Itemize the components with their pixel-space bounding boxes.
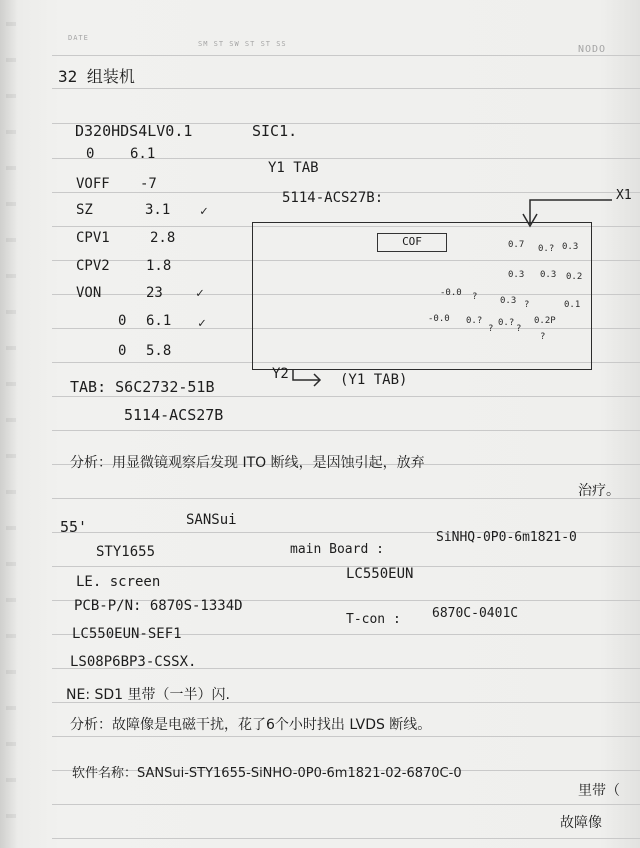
reading-value: 6.1 <box>146 313 172 329</box>
case-model: STY1655 <box>96 544 156 560</box>
panel-point: 0.2 <box>566 272 583 282</box>
reading-label: CPV1 <box>76 230 110 246</box>
ne-note: NE: SD1 里带（一半）闪. <box>66 687 230 703</box>
panel-point: ? <box>472 292 478 302</box>
panel-point: ? <box>524 300 530 310</box>
reading-label: CPV2 <box>76 258 110 274</box>
panel-point: 0.7 <box>508 240 525 250</box>
panel-code: LS08P6BP3-CSSX. <box>70 654 197 670</box>
cut-note-1: 里带（ <box>578 783 620 799</box>
reading-label: VOFF <box>76 176 110 192</box>
y1-part-number: 5114-ACS27B: <box>282 190 384 206</box>
day-marks: SM ST SW ST ST SS <box>198 40 287 48</box>
date-label: DATE <box>68 34 89 42</box>
panel-point: 0.? <box>498 318 515 328</box>
y2-label: Y2 <box>272 366 289 382</box>
tcon-value: 6870C-0401C <box>432 606 519 621</box>
reading-label: SZ <box>76 202 93 218</box>
panel-point: ? <box>540 332 546 342</box>
reading-value: 2.8 <box>150 230 176 246</box>
pcb-part-number: PCB-P/N: 6870S-1334D <box>74 598 243 614</box>
cof-label: COF <box>402 235 422 248</box>
x1-label: X1 <box>616 188 632 203</box>
board-ic: SIC1. <box>252 122 298 140</box>
tab-line-2: 5114-ACS27B <box>124 406 224 424</box>
mainboard-panel: LC550EUN <box>346 566 414 582</box>
panel-point: 0.? <box>538 244 555 254</box>
analysis-1-line-2: 治疗。 <box>578 483 620 499</box>
analysis-2: 分析：故障像是电磁干扰，花了6个小时找出 LVDS 断线。 <box>70 717 432 733</box>
reading-label: 0 <box>86 146 95 162</box>
y1-tab-label: Y1 TAB <box>268 160 319 176</box>
panel-point: ? <box>516 324 522 334</box>
check-mark: ✓ <box>200 204 208 219</box>
panel-point: -0.0 <box>428 314 450 324</box>
check-mark: ✓ <box>198 316 206 331</box>
check-mark: ✓ <box>196 286 204 301</box>
case-size: 55' <box>60 518 88 536</box>
panel-point: ? <box>488 324 494 334</box>
reading-value: 5.8 <box>146 343 172 359</box>
panel-point: -0.0 <box>440 288 462 298</box>
reading-value: 6.1 <box>130 146 156 162</box>
case-brand: SANSui <box>186 512 237 528</box>
reading-label: 0 <box>118 313 127 329</box>
screen-type: LE. screen <box>76 574 161 590</box>
page-title: 32 组装机 <box>58 67 135 86</box>
panel-point: 0.3 <box>540 270 557 280</box>
reading-label: 0 <box>118 343 127 359</box>
mainboard-value: SiNHQ-0P0-6m1821-0 <box>436 530 577 545</box>
reading-value: 1.8 <box>146 258 172 274</box>
panel-point: 0.3 <box>508 270 525 280</box>
cut-note-2: 故障像 <box>560 815 602 831</box>
reading-value: 23 <box>146 285 163 301</box>
panel-point: 0.3 <box>562 242 579 252</box>
panel-point: 0.1 <box>564 300 581 310</box>
analysis-1-line-1: 分析：用显微镜观察后发现 ITO 断线，是因蚀引起，放弃 <box>70 455 425 471</box>
panel-model: LC550EUN-SEF1 <box>72 626 182 642</box>
reading-value: 3.1 <box>145 202 171 218</box>
software-name: 软件名称：SANSui-STY1655-SiNHO-0P0-6m1821-02-6870C-0 <box>72 766 462 781</box>
reading-label: VON <box>76 285 102 301</box>
y1-tab-note: (Y1 TAB) <box>340 372 408 388</box>
tab-line-1: TAB: S6C2732-51B <box>70 378 215 396</box>
cof-box <box>377 233 447 252</box>
panel-point: 0.2P <box>534 316 556 326</box>
reading-value: -7 <box>140 176 157 192</box>
panel-point: 0.? <box>466 316 483 326</box>
board-model: D320HDS4LV0.1 <box>75 122 193 140</box>
tcon-label: T-con : <box>346 612 401 627</box>
mainboard-label: main Board : <box>290 542 384 557</box>
notebook-logo: NODO <box>578 44 607 55</box>
panel-point: 0.3 <box>500 296 517 306</box>
